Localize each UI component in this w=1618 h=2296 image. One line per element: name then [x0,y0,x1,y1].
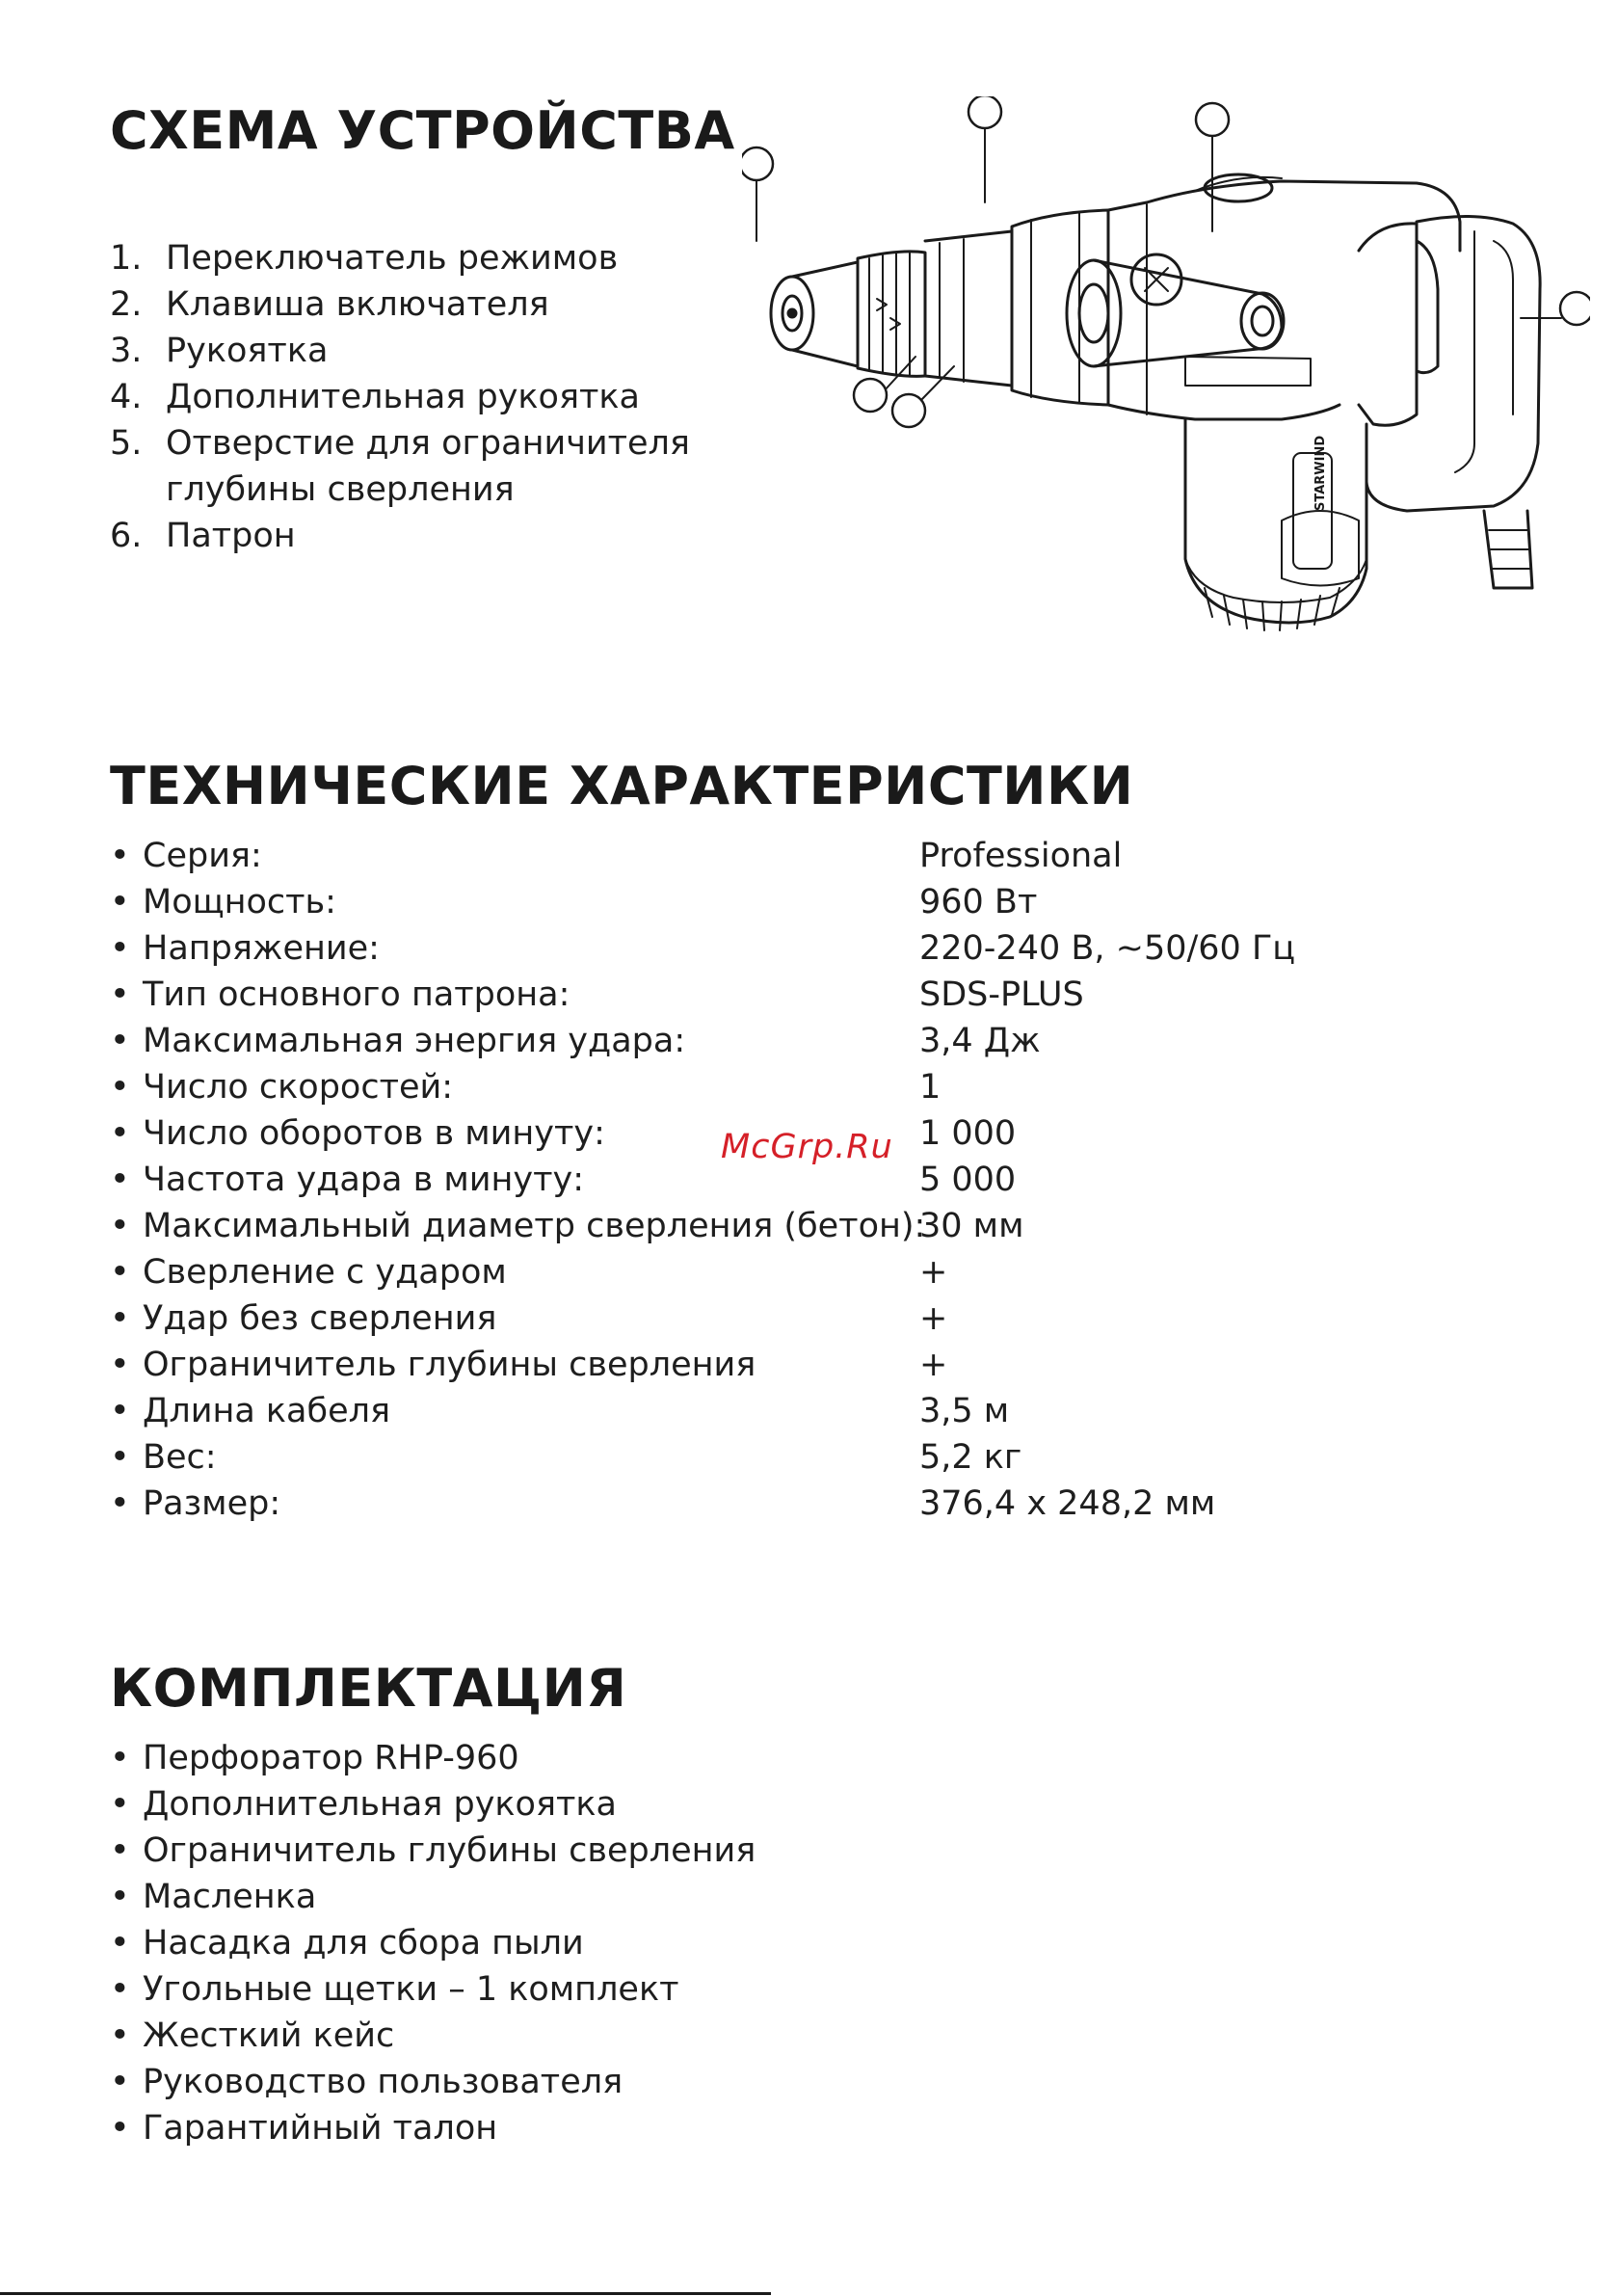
watermark: McGrp.Ru [721,1128,893,1166]
brand-label: STARWIND [1313,435,1328,511]
trigger [1417,241,1438,373]
spec-value: 3,5 м [919,1392,1010,1430]
rear-handle-front [1359,224,1417,425]
spec-key: Частота удара в минуту: [143,1161,584,1199]
spec-row: • Удар без сверления + [110,1295,1363,1342]
spec-row: • Число оборотов в минуту: 1 000 [110,1110,1363,1157]
spec-row: • Мощность: 960 Вт [110,879,1363,925]
parts-list-item: 1. Переключатель режимов [110,239,619,278]
spec-key: Ограничитель глубины сверления [143,1346,756,1384]
spec-key: Максимальная энергия удара: [143,1022,686,1060]
specs-list [110,833,1363,1527]
spec-value: 220-240 В, ~50/60 Гц [919,929,1296,968]
spec-row: • Длина кабеля 3,5 м [110,1388,1363,1434]
callout-circle [968,96,1001,128]
spec-row: • Ограничитель глубины сверления + [110,1342,1363,1388]
spec-value: 30 мм [919,1207,1024,1245]
spec-key: Серия: [143,837,262,875]
spec-value: 376,4 x 248,2 мм [919,1484,1216,1523]
spec-row: • Частота удара в минуту: 5 000 [110,1157,1363,1203]
spec-row: • Серия: Professional [110,833,1363,879]
spec-row: • Максимальный диаметр сверления (бетон): 30 мм [110,1203,1363,1249]
parts-list-item: 4. Дополнительная рукоятка [110,378,640,416]
spec-row: • Вес: 5,2 кг [110,1434,1363,1481]
callout-circle [892,394,925,427]
spec-key: Тип основного патрона: [143,975,570,1014]
spec-row: • Число скоростей: 1 [110,1064,1363,1110]
spec-value: + [919,1253,948,1292]
parts-list [110,235,813,559]
spec-value: 960 Вт [919,883,1038,921]
callout-circle [1560,292,1590,325]
spec-value: + [919,1346,948,1384]
spec-key: Сверление с ударом [143,1253,507,1292]
spec-key: Мощность: [143,883,336,921]
spec-key: Напряжение: [143,929,380,968]
spec-row: • Размер: 376,4 x 248,2 мм [110,1481,1363,1527]
callout-circle [854,379,887,412]
bottom-divider [0,2292,771,2295]
spec-value: 3,4 Дж [919,1022,1041,1060]
parts-list-item: 3. Рукоятка [110,332,329,370]
aux-handle-collar [1067,260,1121,366]
spec-row: • Максимальная энергия удара: 3,4 Дж [110,1018,1363,1064]
spec-key: Вес: [143,1438,217,1477]
callout-circle [1196,103,1229,136]
spec-value: SDS-PLUS [919,975,1084,1014]
parts-list-item: 6. Патрон [110,517,296,555]
spec-value: Professional [919,837,1123,875]
scheme-title: СХЕМА УСТРОЙСТВА [110,100,735,161]
spec-key: Размер: [143,1484,281,1523]
kit-title: КОМПЛЕКТАЦИЯ [110,1658,627,1719]
specs-title: ТЕХНИЧЕСКИЕ ХАРАКТЕРИСТИКИ [110,756,1134,816]
spec-value: 5,2 кг [919,1438,1022,1477]
rotary-hammer-diagram [742,96,1590,675]
spec-value: + [919,1299,948,1338]
spec-key: Число оборотов в минуту: [143,1114,605,1153]
spec-value: 5 000 [919,1161,1017,1199]
spec-row: • Напряжение: 220-240 В, ~50/60 Гц [110,925,1363,972]
spec-value: 1 000 [919,1114,1017,1153]
spec-row: • Сверление с ударом + [110,1249,1363,1295]
spec-row: • Тип основного патрона: SDS-PLUS [110,972,1363,1018]
callout-circle [742,147,773,180]
spec-key: Длина кабеля [143,1392,391,1430]
spec-value: 1 [919,1068,942,1107]
parts-list-item: 2. Клавиша включателя [110,285,549,324]
spec-key: Число скоростей: [143,1068,454,1107]
rear-handle [1366,216,1540,511]
spec-key: Максимальный диаметр сверления (бетон): [143,1207,926,1245]
parts-list-item: 5. Отверстие для ограничителя глубины сверления [110,424,690,509]
spec-key: Удар без сверления [143,1299,497,1338]
